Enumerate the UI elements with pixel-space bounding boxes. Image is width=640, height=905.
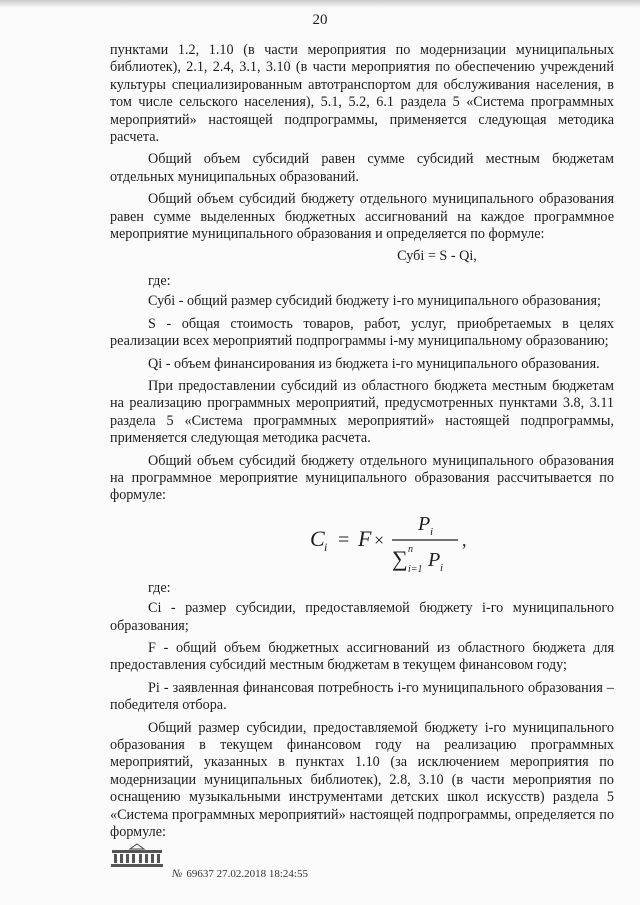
paragraph-subsidy-formula-intro: Общий объем субсидий бюджету отдельного муниципального образования равен сумме выделенных бюджетных ассигнований на каждое программное мероприятие муниципального образования и определяется по формуле: <box>110 191 614 243</box>
paragraph-formula-intro-2: Общий объем субсидий бюджету отдельного муниципального образования на программное мероприятие муниципального образования рассчитывается по формуле: <box>110 452 614 504</box>
formula-lhs-sub: i <box>324 539 328 554</box>
formula-sum-lower: i=1 <box>408 563 423 574</box>
formula-denominator-sub: i <box>440 561 444 574</box>
registration-text: 69637 27.02.2018 18:24:55 <box>186 868 308 880</box>
formula-numerator: P <box>418 512 431 535</box>
document-body <box>110 42 614 846</box>
definition-c-i: Ci - размер субсидии, предоставляемой бюджету i-го муниципального образования; <box>110 600 614 634</box>
formula-sum: ∑ <box>392 545 408 571</box>
definition-q-i: Qi - объем финансирования из бюджета i-го муниципального образования. <box>148 355 600 372</box>
definition-p-i: Pi - заявленная финансовая потребность i-го муниципального образования – победителя отбора. <box>110 679 614 714</box>
paragraph-total-subsidy-size: Общий размер субсидии, предоставляемой бюджету i-го муниципального образования в текущем финансовом году на реализацию программных мероприятий, указанных в пунктах 1.10 (за исключением мероприятия по модернизации муниципальных библиотек), 2.8, 3.10 (в части мероприятия по оснащению музыкальными инструментами детских школ искусств) раздела 5 «Система программных мероприятий» настоящей подпрограммы, определяется по формуле: <box>110 719 614 841</box>
formula-factor: F <box>358 525 372 551</box>
definition-s: S - общая стоимость товаров, работ, услуг, приобретаемых в целях реализации всех мероприятий подпрограммы i-му муниципальному образованию; <box>110 315 614 350</box>
definition-f: F - общий объем бюджетных ассигнований из областного бюджета для предоставления субсидий местным бюджетам в текущем финансовом году; <box>110 639 614 674</box>
formula-subsidy-2 <box>110 510 614 574</box>
scan-edge <box>0 0 640 8</box>
where-label-2: где: <box>148 579 171 596</box>
formula-denominator: P <box>428 548 441 571</box>
paragraph-total-subsidy: Общий объем субсидий равен сумме субсидий местным бюджетам отдельных муниципальных образований. <box>110 151 614 185</box>
formula-eq: = <box>338 528 350 551</box>
registration-symbol: № <box>172 868 183 880</box>
formula-sum-upper: n <box>408 543 413 555</box>
paragraph-regional-subsidy: При предоставлении субсидий из областного бюджета местным бюджетам на реализацию программных мероприятий, предусмотренных пунктами 3.8, 3.11 раздела 5 «Система программных мероприятий» настоящей подпрограммы, применяется следующая методика расчета. <box>110 377 614 447</box>
definition-sub-i: Субi - общий размер субсидий бюджету i-го муниципального образования; <box>148 293 601 310</box>
paragraph-continuation: пунктами 1.2, 1.10 (в части мероприятия по модернизации муниципальных библиотек), 2.1, 2.4, 3.1, 3.10 (в части мероприятия по обеспечению учреждений культуры специализированным автотранспортом для обслуживания населения, в том числе сельского населения), 5.1, 5.2, 6.1 раздела 5 «Система программных мероприятий» настоящей подпрограммы, применяется следующая методика расчета. <box>110 42 614 146</box>
formula-svg <box>308 510 508 574</box>
where-label: где: <box>148 272 171 289</box>
formula-trail: , <box>462 529 467 550</box>
formula-numerator-sub: i <box>430 525 434 538</box>
building-stamp-icon <box>110 842 164 868</box>
formula-subsidy-1: Субi = S - Qi, <box>397 248 477 265</box>
formula-lhs: C <box>310 525 325 551</box>
registration-stamp <box>172 868 308 880</box>
formula-times: × <box>374 529 385 550</box>
page-number: 20 <box>312 12 328 28</box>
